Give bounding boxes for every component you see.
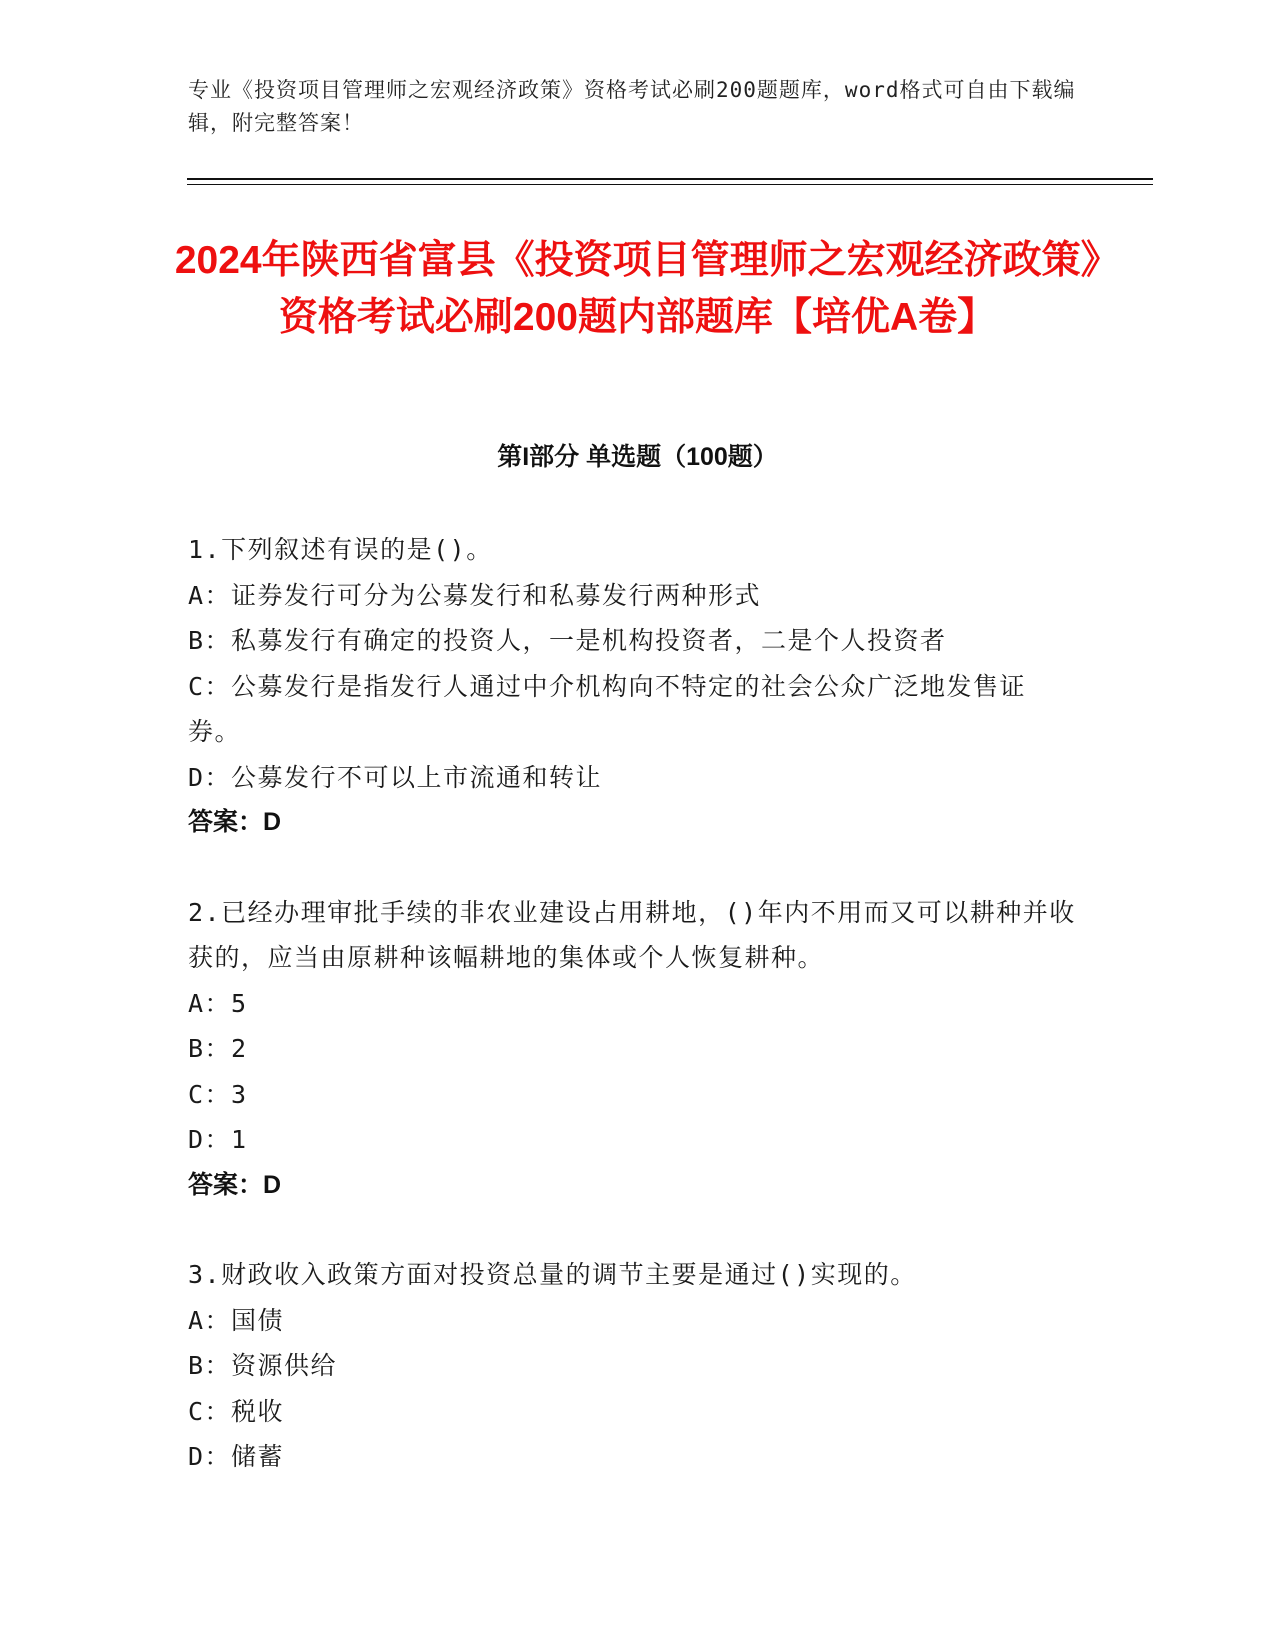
option-b: B：资源供给 bbox=[188, 1351, 338, 1380]
option-a: A：国债 bbox=[188, 1305, 285, 1335]
answer-line: 答案：D bbox=[188, 808, 282, 836]
section-title: 第I部分 单选题（100题） bbox=[497, 443, 778, 471]
question-stem: 2.已经办理审批手续的非农业建设占用耕地，()年内不用而又可以耕种并收获的，应当由原耕种该幅耕地的集体或个人恢复耕种。 bbox=[188, 897, 1076, 972]
option-c: C：税收 bbox=[188, 1396, 285, 1426]
answer-line: 答案：D bbox=[188, 1170, 282, 1199]
option-a: A：证券发行可分为公募发行和私募发行两种形式 bbox=[188, 580, 762, 610]
document-title: 2024年陕西省富县《投资项目管理师之宏观经济政策》资格考试必刷200题内部题库【培优A卷】 bbox=[174, 239, 1101, 339]
header-divider-thin bbox=[187, 184, 1153, 185]
question-stem: 1.下列叙述有误的是()。 bbox=[188, 535, 493, 564]
question-list bbox=[188, 527, 1078, 1480]
option-c: C：公募发行是指发行人通过中介机构向不特定的社会公众广泛地发售证券。 bbox=[188, 671, 1027, 746]
question-1 bbox=[188, 527, 1078, 846]
question-3 bbox=[188, 1252, 1078, 1480]
option-a: A：5 bbox=[188, 988, 248, 1018]
header-note: 专业《投资项目管理师之宏观经济政策》资格考试必刷200题题库，word格式可自由下载编辑，附完整答案！ bbox=[188, 78, 1076, 135]
question-2 bbox=[188, 890, 1078, 1209]
option-b: B：私募发行有确定的投资人，一是机构投资者，二是个人投资者 bbox=[188, 626, 947, 655]
option-d: D：1 bbox=[188, 1125, 248, 1154]
option-d: D：储蓄 bbox=[188, 1442, 285, 1471]
option-c: C：3 bbox=[188, 1079, 248, 1109]
question-stem: 3.财政收入政策方面对投资总量的调节主要是通过()实现的。 bbox=[188, 1260, 917, 1289]
option-b: B：2 bbox=[188, 1034, 248, 1063]
option-d: D：公募发行不可以上市流通和转让 bbox=[188, 762, 603, 792]
header-divider-thick bbox=[187, 178, 1153, 180]
